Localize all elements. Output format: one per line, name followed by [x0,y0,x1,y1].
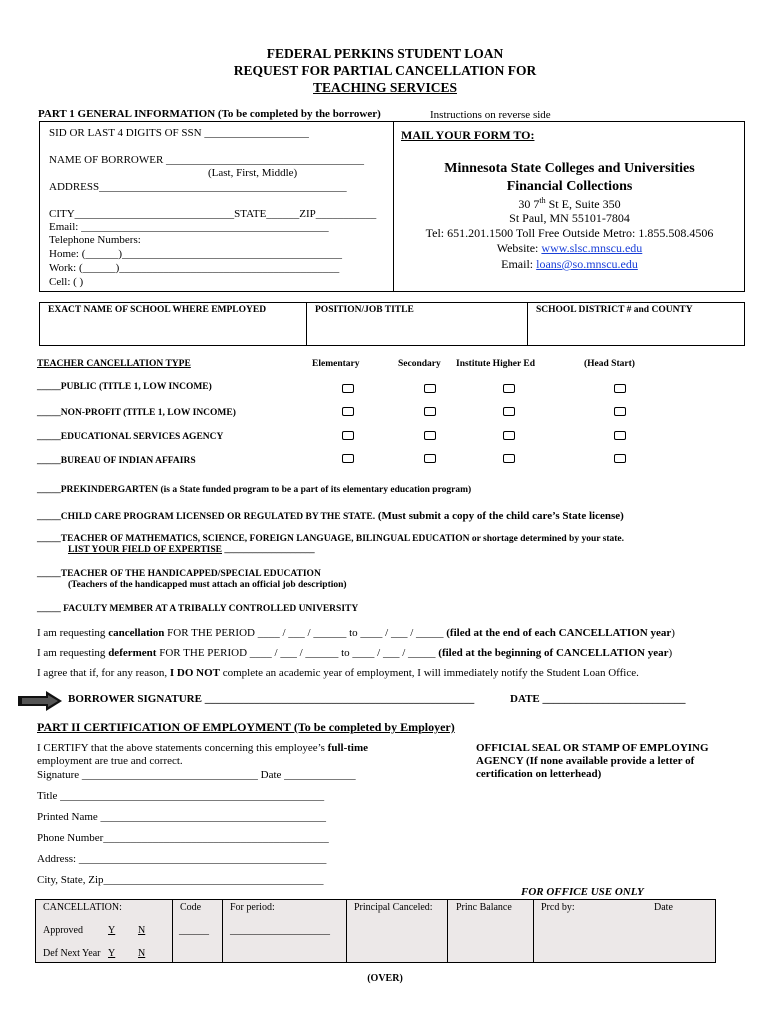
r2-end: ) [668,647,673,659]
row-educational-agency: _____EDUCATIONAL SERVICES AGENCY [37,432,224,442]
row-bureau-indian-affairs: _____BUREAU OF INDIAN AFFAIRS [37,456,196,466]
checkbox-bia-head-start[interactable] [614,454,626,463]
r2-key: deferment [108,647,157,659]
checkbox-public-head-start[interactable] [614,384,626,393]
office-cancellation-label: CANCELLATION: [43,902,122,913]
r1-key: cancellation [108,627,165,639]
office-principal-label: Principal Canceled: [354,902,433,913]
r1-mid: FOR THE PERIOD ____ / ___ / ______ to ____ / ___ / _____ [164,627,447,639]
email-field[interactable]: Email: _____________________________________________ [49,221,329,233]
checkbox-agency-head-start[interactable] [614,431,626,440]
office-approved-n[interactable]: N [138,925,146,936]
row-child-care[interactable] [37,510,624,522]
office-prcd-label: Prcd by: [541,902,575,913]
employer-printed-name-field[interactable]: Printed Name _________________________________________ [37,811,327,823]
mail-address-line1: 30 7th St E, Suite 350 [518,196,621,211]
checkbox-public-elementary[interactable] [342,384,354,393]
mail-email-line [394,257,745,272]
r1-end: ) [671,627,675,639]
certify-line2: employment are true and correct. [37,755,183,767]
checkbox-nonprofit-higher-ed[interactable] [503,407,515,416]
work-phone-field[interactable]: Work: (______)________________________________________ [49,262,340,274]
office-period-blank[interactable]: ____________________ [230,925,330,936]
agree-post: complete an academic year of employment, I will immediately notify the Student Loan Office. [219,667,639,679]
home-phone-field[interactable]: Home: (______)________________________________________ [49,248,343,260]
borrower-name-field[interactable]: NAME OF BORROWER ____________________________________ [49,154,365,166]
row-non-profit: _____NON-PROFIT (TITLE 1, LOW INCOME) [37,408,236,418]
city-state-zip-field[interactable]: CITY_____________________________STATE______ZIP___________ [49,208,377,220]
certify-pre: I CERTIFY that the above statements concerning this employee’s [37,742,328,754]
office-divider-2 [222,899,223,963]
borrower-date-field[interactable]: DATE __________________________ [510,693,686,705]
checkbox-agency-elementary[interactable] [342,431,354,440]
seal-line3: certification on letterhead) [476,768,602,780]
col-head-start: (Head Start) [584,359,635,369]
office-period-label: For period: [230,902,275,913]
cell-phone-field[interactable]: Cell: ( ) [49,276,84,288]
row-handicapped[interactable]: _____TEACHER OF THE HANDICAPPED/SPECIAL EDUCATION [37,569,321,579]
agreement-line [37,667,639,679]
employer-address-field[interactable]: Address: _____________________________________________ [37,853,327,865]
employer-title-field[interactable]: Title ________________________________________________ [37,790,325,802]
office-code-label: Code [180,902,202,913]
employment-divider-2 [527,302,528,346]
agree-pre: I agree that if, for any reason, [37,667,170,679]
district-label[interactable]: SCHOOL DISTRICT # and COUNTY [536,305,693,315]
col-elementary: Elementary [312,359,360,369]
r2-mid: FOR THE PERIOD ____ / ___ / ______ to ____ / ___ / _____ [156,647,439,659]
mail-address-line2: St Paul, MN 55101-7804 [509,211,630,225]
form-title-line2: REQUEST FOR PARTIAL CANCELLATION FOR [233,63,537,78]
position-label[interactable]: POSITION/JOB TITLE [315,305,414,315]
col-higher-ed: Institute Higher Ed [456,359,536,369]
website-link[interactable]: www.slsc.mnscu.edu [541,241,643,255]
office-date-label: Date [654,902,673,913]
address-field[interactable]: ADDRESS_____________________________________________ [49,181,347,193]
name-hint: (Last, First, Middle) [208,167,298,179]
r2-post: (filed at the beginning of CANCELLATION year [438,647,669,659]
row-math-science[interactable]: _____TEACHER OF MATHEMATICS, SCIENCE, FOREIGN LANGUAGE, BILINGUAL EDUCATION or shortage determined by your state. [37,534,625,544]
borrower-signature-field[interactable]: BORROWER SIGNATURE _________________________________________________ [68,693,475,705]
checkbox-bia-higher-ed[interactable] [503,454,515,463]
r1-pre: I am requesting [37,627,109,639]
field-expertise-blank: ___________________ [222,545,315,555]
office-divider-1 [172,899,173,963]
form-title-line3: TEACHING SERVICES [313,80,457,95]
col-secondary: Secondary [398,359,441,369]
field-expertise-label: LIST YOUR FIELD OF EXPERTISE [68,545,222,555]
checkbox-public-higher-ed[interactable] [503,384,515,393]
office-use-heading: FOR OFFICE USE ONLY [521,886,644,898]
mail-telephone: Tel: 651.201.1500 Toll Free Outside Metro: 1.855.508.4506 [425,226,714,240]
child-care-label: _____CHILD CARE PROGRAM LICENSED OR REGULATED BY THE STATE. [37,512,376,522]
office-def-next-year-label: Def Next Year [43,948,101,959]
website-label: Website: [496,241,542,255]
mail-heading: MAIL YOUR FORM TO: [401,128,535,142]
certify-line1 [37,742,368,754]
checkbox-agency-secondary[interactable] [424,431,436,440]
mail-org-dept: Financial Collections [506,179,633,194]
instructions-note: Instructions on reverse side [430,109,551,121]
checkbox-agency-higher-ed[interactable] [503,431,515,440]
arrow-right-icon [18,691,62,711]
employer-phone-field[interactable]: Phone Number_________________________________________ [37,832,329,844]
checkbox-nonprofit-elementary[interactable] [342,407,354,416]
seal-line1: OFFICIAL SEAL OR STAMP OF EMPLOYING [476,742,709,754]
over-note: (OVER) [367,973,403,984]
agree-key: I DO NOT [169,667,220,679]
cancellation-type-heading: TEACHER CANCELLATION TYPE [37,359,191,369]
office-approved-y[interactable]: Y [108,925,116,936]
checkbox-bia-elementary[interactable] [342,454,354,463]
form-title-line1: FEDERAL PERKINS STUDENT LOAN [266,46,504,61]
request-cancellation-line[interactable] [37,627,675,639]
checkbox-bia-secondary[interactable] [424,454,436,463]
office-divider-3 [346,899,347,963]
office-approved-label: Approved [43,925,83,936]
office-code-blank[interactable]: ______ [179,925,209,936]
email-link[interactable]: loans@so.mnscu.edu [536,257,638,271]
checkbox-nonprofit-secondary[interactable] [424,407,436,416]
mail-org-name: Minnesota State Colleges and Universities [444,161,695,176]
part2-heading: PART II CERTIFICATION OF EMPLOYMENT (To be completed by Employer) [37,720,455,734]
child-care-note: (Must submit a copy of the child care’s State license) [375,510,624,522]
office-def-n[interactable]: N [138,948,146,959]
checkbox-nonprofit-head-start[interactable] [614,407,626,416]
r1-post: (filed at the end of each CANCELLATION year [446,627,672,639]
part1-heading: PART 1 GENERAL INFORMATION (To be completed by the borrower) [38,108,381,120]
school-name-label[interactable]: EXACT NAME OF SCHOOL WHERE EMPLOYED [48,305,267,315]
email-label: Email: [501,257,537,271]
r2-pre: I am requesting [37,647,109,659]
sid-field[interactable]: SID OR LAST 4 DIGITS OF SSN ___________________ [49,127,309,139]
handicapped-note: (Teachers of the handicapped must attach an official job description) [68,580,347,590]
seal-line2: AGENCY (If none available provide a letter of [476,755,695,767]
row-prekindergarten[interactable]: _____PREKINDERGARTEN (is a State funded program to be a part of its elementary education program) [37,485,472,495]
telephone-label: Telephone Numbers: [49,234,141,246]
certify-key: full-time [327,742,368,754]
field-of-expertise[interactable] [68,545,315,555]
mail-website-line [394,241,745,256]
row-public: _____PUBLIC (TITLE 1, LOW INCOME) [37,382,212,392]
office-def-y[interactable]: Y [108,948,116,959]
employer-city-field[interactable]: City, State, Zip________________________________________ [37,874,324,886]
office-divider-5 [533,899,534,963]
employer-signature-field[interactable]: Signature ________________________________ Date _____________ [37,769,356,781]
office-divider-4 [447,899,448,963]
checkbox-public-secondary[interactable] [424,384,436,393]
office-balance-label: Princ Balance [456,902,512,913]
employment-divider-1 [306,302,307,346]
row-tribal-faculty[interactable]: _____ FACULTY MEMBER AT A TRIBALLY CONTROLLED UNIVERSITY [37,604,359,614]
request-deferment-line[interactable] [37,647,672,659]
